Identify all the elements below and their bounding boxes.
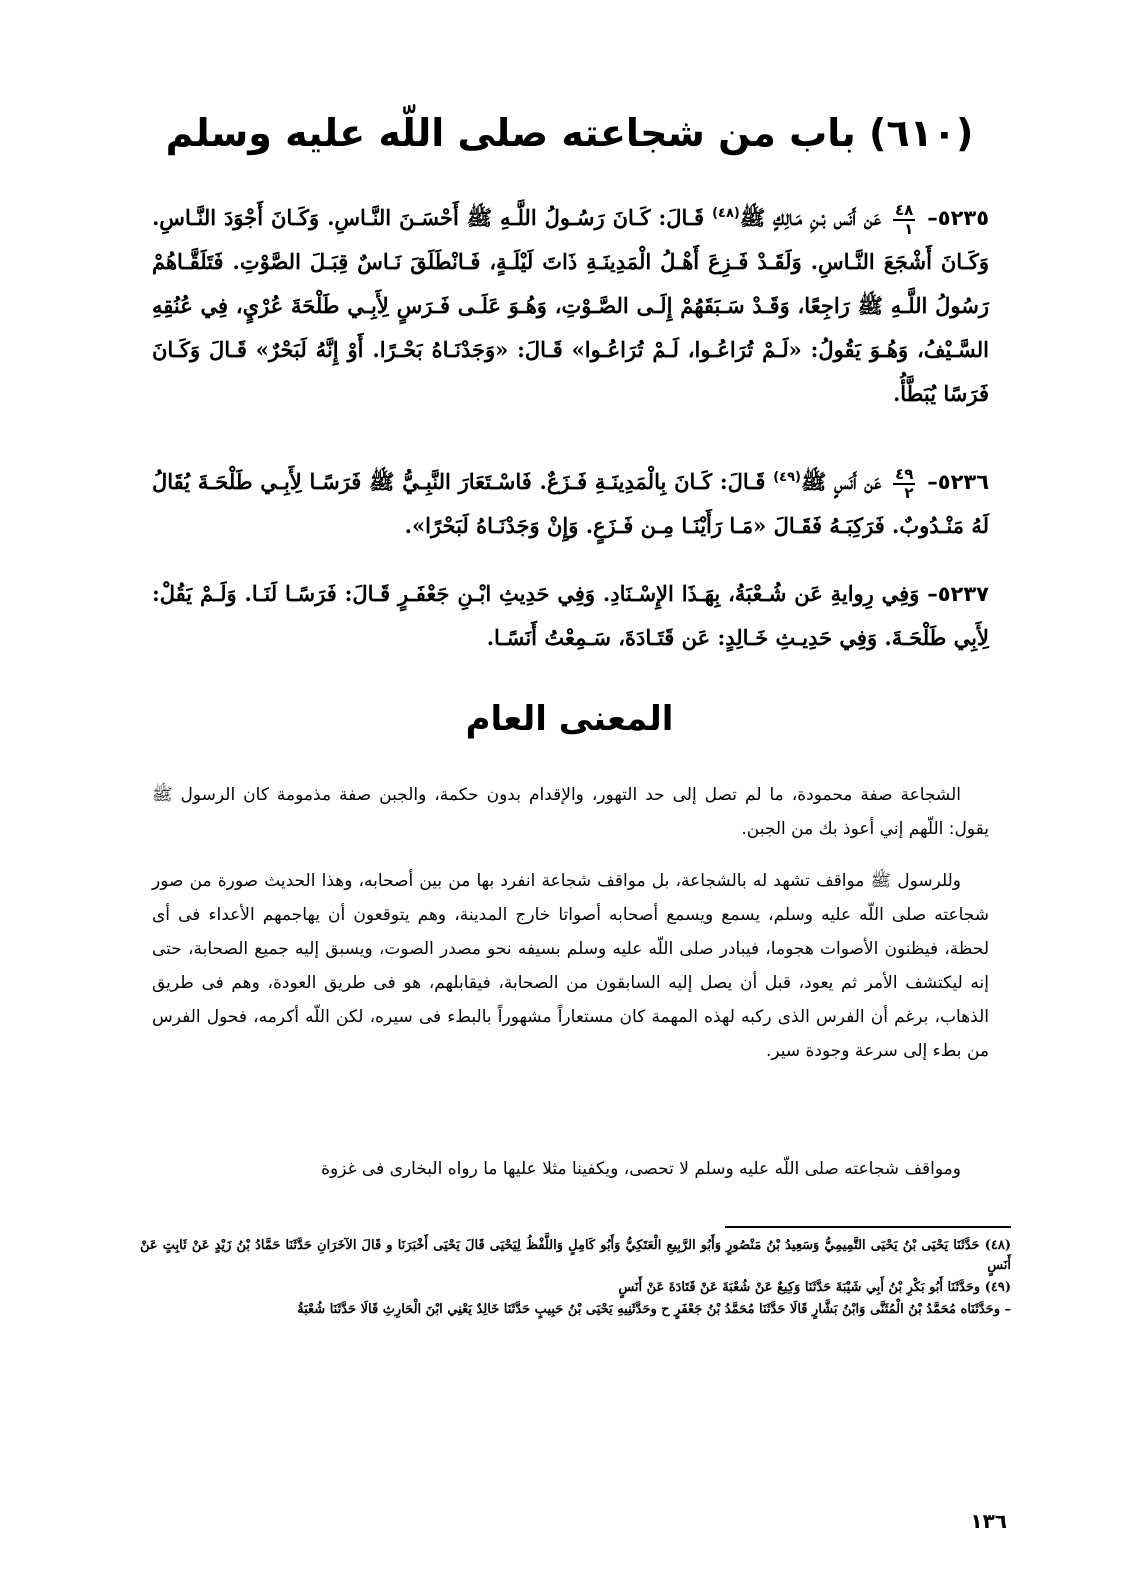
fraction-top: ٤٨ <box>894 200 914 219</box>
hadith-5235 <box>152 196 989 416</box>
fraction-bottom: ١ <box>904 219 914 238</box>
hadith-text: قَـالَ: كَـانَ رَسُـولُ اللَّـهِ ﷺ أَحْسَـنَ النَّـاسِ. وَكَـانَ أَجْوَدَ النَّـاسِ. وَكَـانَ أَشْجَعَ النَّـاسِ. وَلَقَـدْ فَـزِعَ أَهْـلُ الْمَدِينَـةِ ذَاتَ لَيْلَـةٍ، فَـانْطَلَقَ نَـاسٌ قِبَـلَ الصَّوْتِ. فَتَلَقَّـاهُمْ رَسُولُ اللَّـهِ ﷺ رَاجِعًا، وَقَـدْ سَـبَقَهُمْ إِلَـى الصَّـوْتِ، وَهُـوَ عَلَـى فَـرَسٍ لِأَبِـي طَلْحَةَ عُرْيٍ، فِي عُنُقِهِ السَّـيْفُ، وَهُـوَ يَقُولُ: «لَـمْ تُرَاعُـوا، لَـمْ تُرَاعُـوا» قَـالَ: «وَجَدْنَـاهُ بَحْـرًا. أَوْ إِنَّهُ لَبَحْرٌ» قَـالَ وَكَـانَ فَرَسًا يُبَطَّأُ. <box>152 205 989 406</box>
hadith-text-start: عَن أَنَسٍ ﷺ <box>801 469 882 494</box>
hadith-text-start: عَن أَنَس بْـنِ مَـالِكٍ ﷺ <box>739 205 881 230</box>
fraction-bottom: ٢ <box>904 483 914 502</box>
hadith-5237 <box>152 572 989 660</box>
footnote-ref: (٤٨) <box>712 206 740 221</box>
footnote-49: (٤٩) وحَدَّثَنَا أَبُو بَكْرِ بْنُ أَبِي شَيْبَةَ حَدَّثَنَا وَكِيعٌ عَنْ شُعْبَةَ عَنْ قَتَادَةَ عَنْ أَنَسٍ <box>618 1280 1011 1295</box>
hadith-5236 <box>152 460 989 548</box>
hadith-number: ٥٢٣٥– <box>927 206 990 230</box>
hadith-number: ٥٢٣٦– <box>927 470 990 494</box>
footnote-48: (٤٨) حَدَّثَنَا يَحْيَى بْنُ يَحْيَى التَّمِيمِيُّ وَسَعِيدُ بْنُ مَنْصُورٍ وَأَبُو الرَّبِيعِ الْعَتَكِيُّ وَأَبُو كَامِلٍ وَاللَّفْظُ لِيَحْيَى قَالَ يَحْيَى أَخْبَرَنَا و قَالَ الآخَرَانِ حَدَّثَنَا حَمَّادُ بْنُ زَيْدٍ عَنْ ثَابِتٍ عَنْ أَنَسٍ <box>140 1238 1011 1273</box>
hadith-fraction <box>893 202 915 238</box>
footnote-divider <box>725 1226 1011 1228</box>
hadith-fraction <box>893 466 915 502</box>
commentary-paragraph: وللرسول ﷺ مواقف تشهد له بالشجاعة، بل مواقف شجاعة انفرد بها من بين أصحابه، وهذا الحديث صورة من صور شجاعته صلى اللّه عليه وسلم، يسمع ويسمع أصحابه أصواتا خارج المدينة، وهم يتوقعون أن يهاجمهم الأعداء فى أى لحظة، فيظنون الأصوات هجوما، فيبادر صلى اللّه عليه وسلم بسيفه نحو مصدر الصوت، ويسبق إليه جميع الصحابة، حتى إنه ليكتشف الأمر ثم يعود، قبل أن يصل إليه السابقون من الصحابة، فيقابلهم، هو فى طريق العودة، وهم فى طريق الذهاب، برغم أن الفرس الذى ركبه لهذه المهمة كان مستعاراً مشهوراً بالبطء فى سيره، لكن اللّه أكرمه، فحول الفرس من بطء إلى سرعة وجودة سير. <box>152 871 989 1061</box>
chapter-title: (٦١٠) باب من شجاعته صلى اللّه عليه وسلم <box>165 111 974 155</box>
hadith-number: ٥٢٣٧– <box>927 582 989 606</box>
fraction-top: ٤٩ <box>895 464 914 483</box>
page-number: ١٣٦ <box>970 1509 1007 1533</box>
footnotes <box>140 1236 1011 1322</box>
footnote-49-continued: – وحَدَّثَنَاه مُحَمَّدُ بْنُ الْمُثَنَّى وَابْنُ بَشَّارٍ قَالَا حَدَّثَنَا مُحَمَّدُ بْنُ جَعْفَرٍ ح وحَدَّثَنِيهِ يَحْيَى بْنُ حَبِيبٍ حَدَّثَنَا خَالِدٌ يَعْنِي ابْنَ الْحَارِثِ قَالَا حَدَّثَنَا شُعْبَةُ <box>297 1302 1011 1317</box>
section-title: المعنى العام <box>465 699 674 739</box>
commentary-paragraph: ومواقف شجاعته صلى اللّه عليه وسلم لا تحصى، ويكفينا مثلا عليها ما رواه البخارى فى غزوة <box>321 1159 961 1179</box>
footnote-ref: (٤٩) <box>773 470 801 485</box>
hadith-text: وَفِي رِوايةِ عَن شُـعْبَةُ، بِهَـذَا الإِسْـنَادِ. وَفِي حَدِيثِ ابْـنِ جَعْفَـرٍ قَـالَ: فَرَسًـا لَنَـا. وَلَـمْ يَقُلْ: لِأَبِي طَلْحَـةَ. وَفِي حَدِيـثِ خَـالِدٍ: عَن قَتَـادَةَ، سَـمِعْتُ أَنَسًـا. <box>152 581 989 650</box>
hadith-text: قَـالَ: كَـانَ بِالْمَدِينَـةِ فَـزَعٌ. فَاسْـتَعَارَ النَّبِـيُّ ﷺ فَرَسًـا لِأَبِـي طَلْحَـةَ يُقَالُ لَهُ مَنْـدُوبٌ. فَرَكِبَـهُ فَقَـالَ «مَـا رَأَيْنَـا مِـن فَـزَعٍ. وَإِنْ وَجَدْنَـاهُ لَبَحْرًا». <box>152 469 989 538</box>
commentary-paragraph: الشجاعة صفة محمودة، ما لم تصل إلى حد التهور، والإقدام بدون حكمة، والجبن صفة مذمومة كان الرسول ﷺ يقول: اللّهم إني أعوذ بك من الجبن. <box>152 785 989 839</box>
